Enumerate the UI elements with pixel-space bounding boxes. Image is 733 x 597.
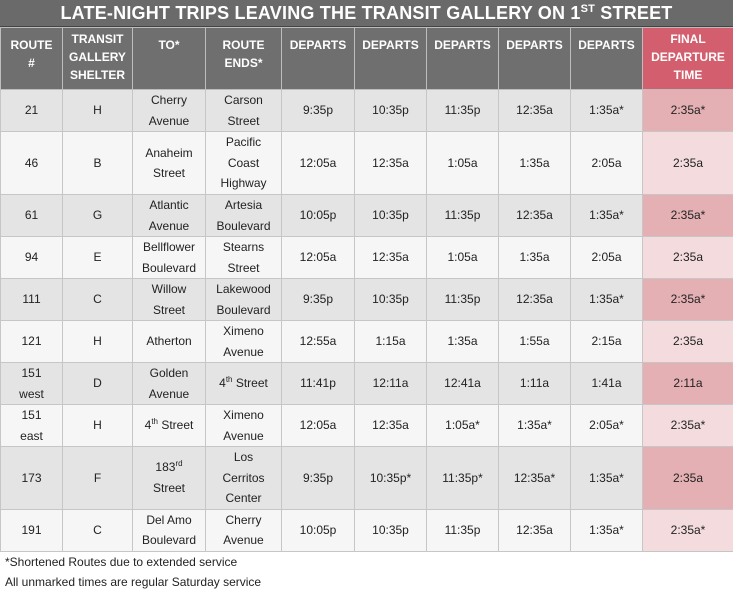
- final-departure-cell: 2:35a: [643, 447, 733, 510]
- route-number-cell: 151 east: [1, 405, 63, 447]
- shelter-cell: H: [63, 90, 133, 132]
- departure-time-cell: 1:35a*: [571, 279, 643, 321]
- final-departure-cell: 2:35a*: [643, 195, 733, 237]
- route-ends-cell: Carson Street: [206, 90, 282, 132]
- departure-time-cell: 1:55a: [499, 321, 571, 363]
- departure-time-cell: 10:35p: [355, 509, 427, 551]
- departure-time-cell: 12:55a: [282, 321, 355, 363]
- departure-time-cell: 11:35p*: [427, 447, 499, 510]
- col-header-departs-4: DEPARTS: [499, 28, 571, 90]
- col-header-final-departure: FINAL DEPARTURE TIME: [643, 28, 733, 90]
- shelter-cell: C: [63, 509, 133, 551]
- col-header-departs-5: DEPARTS: [571, 28, 643, 90]
- departure-time-cell: 1:35a*: [571, 90, 643, 132]
- final-departure-cell: 2:35a*: [643, 509, 733, 551]
- departure-time-cell: 12:35a: [355, 237, 427, 279]
- departure-time-cell: 10:05p: [282, 509, 355, 551]
- final-departure-cell: 2:35a: [643, 132, 733, 195]
- departure-time-cell: 2:05a*: [571, 405, 643, 447]
- route-number-cell: 94: [1, 237, 63, 279]
- departure-time-cell: 10:35p*: [355, 447, 427, 510]
- departure-time-cell: 10:05p: [282, 195, 355, 237]
- departure-time-cell: 10:35p: [355, 195, 427, 237]
- departure-time-cell: 1:35a*: [571, 509, 643, 551]
- shelter-cell: H: [63, 405, 133, 447]
- table-row: [1, 90, 733, 132]
- departure-time-cell: 12:35a*: [499, 447, 571, 510]
- table-row: [1, 132, 733, 195]
- destination-cell: Cherry Avenue: [133, 90, 206, 132]
- table-row: [1, 237, 733, 279]
- route-number-cell: 61: [1, 195, 63, 237]
- footnotes: [0, 552, 733, 592]
- departure-time-cell: 10:35p: [355, 90, 427, 132]
- departure-time-cell: 11:35p: [427, 90, 499, 132]
- departure-time-cell: 10:35p: [355, 279, 427, 321]
- departure-time-cell: 12:05a: [282, 132, 355, 195]
- shelter-cell: C: [63, 279, 133, 321]
- departure-time-cell: 12:41a: [427, 363, 499, 405]
- departure-time-cell: 2:05a: [571, 237, 643, 279]
- departure-time-cell: 12:35a: [499, 195, 571, 237]
- destination-cell: Willow Street: [133, 279, 206, 321]
- late-night-schedule-table: [0, 27, 733, 552]
- departure-time-cell: 1:35a: [427, 321, 499, 363]
- route-ends-cell: Lakewood Boulevard: [206, 279, 282, 321]
- departure-time-cell: 9:35p: [282, 447, 355, 510]
- col-header-route-ends: ROUTE ENDS*: [206, 28, 282, 90]
- destination-cell: Atlantic Avenue: [133, 195, 206, 237]
- departure-time-cell: 12:35a: [499, 90, 571, 132]
- departure-time-cell: 1:05a: [427, 132, 499, 195]
- schedule-body: [1, 90, 733, 552]
- final-departure-cell: 2:35a*: [643, 405, 733, 447]
- route-number-cell: 21: [1, 90, 63, 132]
- departure-time-cell: 12:05a: [282, 237, 355, 279]
- departure-time-cell: 12:35a: [499, 279, 571, 321]
- shelter-cell: H: [63, 321, 133, 363]
- final-departure-cell: 2:11a: [643, 363, 733, 405]
- col-header-departs-1: DEPARTS: [282, 28, 355, 90]
- route-ends-cell: Pacific Coast Highway: [206, 132, 282, 195]
- table-row: [1, 321, 733, 363]
- departure-time-cell: 12:35a: [499, 509, 571, 551]
- table-row: [1, 363, 733, 405]
- departure-time-cell: 11:35p: [427, 509, 499, 551]
- header-row: [1, 28, 733, 90]
- final-departure-cell: 2:35a: [643, 237, 733, 279]
- footnote-regular-service: All unmarked times are regular Saturday service: [5, 574, 262, 589]
- table-row: [1, 279, 733, 321]
- departure-time-cell: 11:41p: [282, 363, 355, 405]
- title-superscript: ST: [580, 3, 596, 15]
- departure-time-cell: 2:15a: [571, 321, 643, 363]
- route-number-cell: 121: [1, 321, 63, 363]
- departure-time-cell: 12:05a: [282, 405, 355, 447]
- shelter-cell: F: [63, 447, 133, 510]
- departure-time-cell: 9:35p: [282, 279, 355, 321]
- destination-cell: 4th Street: [133, 405, 206, 447]
- destination-cell: Golden Avenue: [133, 363, 206, 405]
- departure-time-cell: 12:11a: [355, 363, 427, 405]
- table-row: [1, 509, 733, 551]
- shelter-cell: E: [63, 237, 133, 279]
- shelter-cell: B: [63, 132, 133, 195]
- destination-cell: 183rd Street: [133, 447, 206, 510]
- route-ends-cell: 4th Street: [206, 363, 282, 405]
- departure-time-cell: 1:05a*: [427, 405, 499, 447]
- final-departure-cell: 2:35a: [643, 321, 733, 363]
- route-number-cell: 191: [1, 509, 63, 551]
- route-ends-cell: Stearns Street: [206, 237, 282, 279]
- route-number-cell: 111: [1, 279, 63, 321]
- departure-time-cell: 1:35a: [499, 132, 571, 195]
- table-row: [1, 405, 733, 447]
- route-ends-cell: Los Cerritos Center: [206, 447, 282, 510]
- departure-time-cell: 12:35a: [355, 405, 427, 447]
- departure-time-cell: 1:41a: [571, 363, 643, 405]
- departure-time-cell: 1:35a*: [499, 405, 571, 447]
- destination-cell: Anaheim Street: [133, 132, 206, 195]
- route-number-cell: 151 west: [1, 363, 63, 405]
- table-row: [1, 195, 733, 237]
- footnote-shortened-routes: *Shortened Routes due to extended service: [5, 554, 238, 569]
- departure-time-cell: 12:35a: [355, 132, 427, 195]
- col-header-to: TO*: [133, 28, 206, 90]
- col-header-departs-3: DEPARTS: [427, 28, 499, 90]
- route-ends-cell: Ximeno Avenue: [206, 405, 282, 447]
- destination-cell: Atherton: [133, 321, 206, 363]
- final-departure-cell: 2:35a*: [643, 90, 733, 132]
- shelter-cell: D: [63, 363, 133, 405]
- col-header-route: ROUTE #: [1, 28, 63, 90]
- schedule-title: LATE-NIGHT TRIPS LEAVING THE TRANSIT GALLERY ON 1ST STREET: [0, 0, 733, 27]
- departure-time-cell: 2:05a: [571, 132, 643, 195]
- departure-time-cell: 1:15a: [355, 321, 427, 363]
- destination-cell: Bellflower Boulevard: [133, 237, 206, 279]
- route-number-cell: 173: [1, 447, 63, 510]
- route-ends-cell: Cherry Avenue: [206, 509, 282, 551]
- col-header-shelter: TRANSIT GALLERY SHELTER: [63, 28, 133, 90]
- route-ends-cell: Artesia Boulevard: [206, 195, 282, 237]
- departure-time-cell: 9:35p: [282, 90, 355, 132]
- shelter-cell: G: [63, 195, 133, 237]
- departure-time-cell: 11:35p: [427, 279, 499, 321]
- route-number-cell: 46: [1, 132, 63, 195]
- departure-time-cell: 1:35a*: [571, 447, 643, 510]
- route-ends-cell: Ximeno Avenue: [206, 321, 282, 363]
- departure-time-cell: 1:11a: [499, 363, 571, 405]
- final-departure-cell: 2:35a*: [643, 279, 733, 321]
- departure-time-cell: 1:05a: [427, 237, 499, 279]
- destination-cell: Del Amo Boulevard: [133, 509, 206, 551]
- table-row: [1, 447, 733, 510]
- departure-time-cell: 1:35a: [499, 237, 571, 279]
- departure-time-cell: 1:35a*: [571, 195, 643, 237]
- col-header-departs-2: DEPARTS: [355, 28, 427, 90]
- departure-time-cell: 11:35p: [427, 195, 499, 237]
